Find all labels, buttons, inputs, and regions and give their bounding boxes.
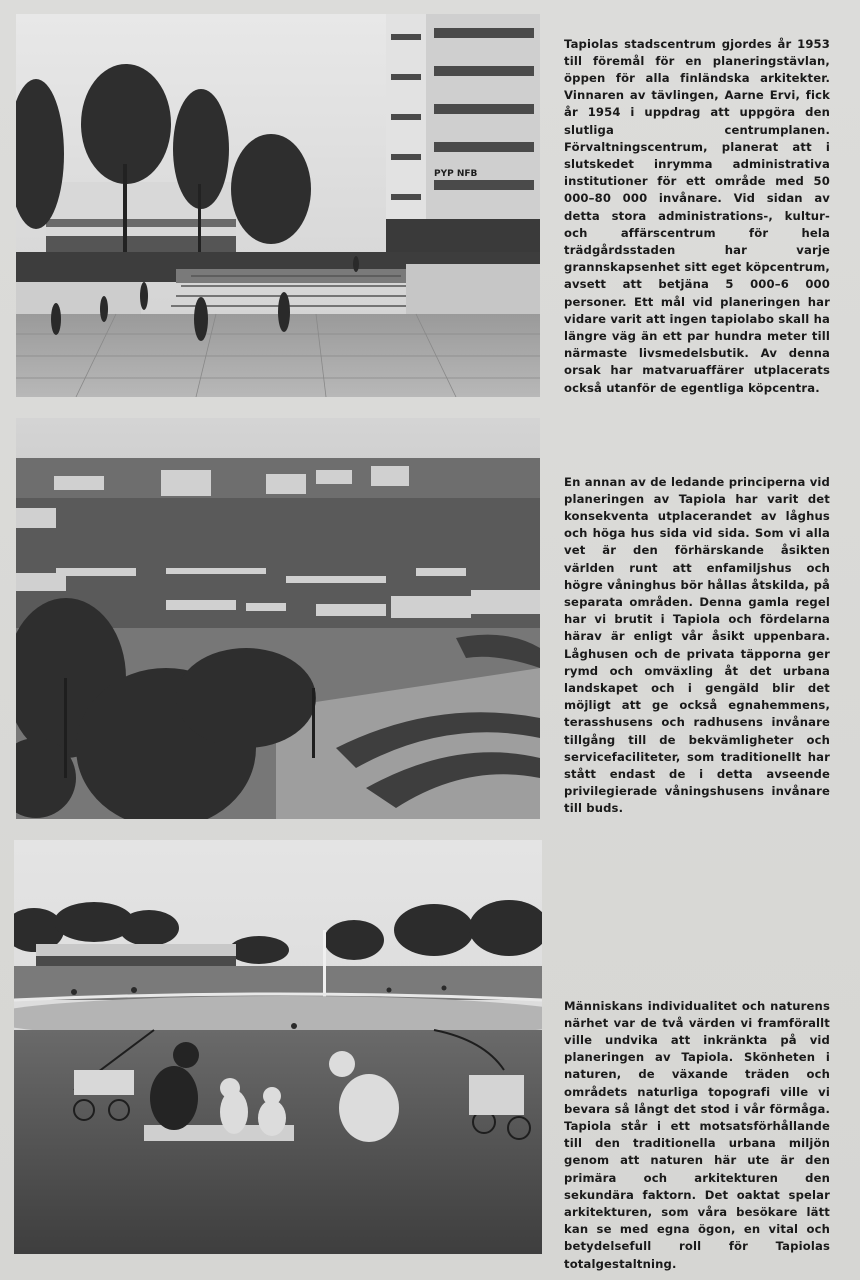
photo-plaza (16, 14, 540, 397)
aerial-photo-graphic (16, 418, 540, 819)
photo-aerial-view (16, 418, 540, 819)
paragraph-2: En annan av de ledande principerna vid planeringen av Tapiola har varit det konsekventa utplacerandet av låghus och höga hus sida vid sida. Som vi alla vet är den förhärskande åsikten världen runt att enfamiljshus och högre våninghus bör hållas åtskilda, på separata områden. Denna gamla regel har vi brutit i Tapiola och fördelarna härav är enligt vår åsikt uppenbara. Låghusen och de privata täpporna ger rymd och omväxling åt det urbana landskapet och i gengäld blir det möjligt att ge också egnahemmens, terasshusens och radhusens invånare tillgång till de bekvämligheter och servicefaciliteter, som traditionellt har stått endast de i detta avseende privilegierade våningshusens invånare till buds. (564, 474, 830, 816)
tower-sign: PYP NFB (434, 169, 478, 179)
paragraph-3: Människans individualitet och naturens närhet var de två värden vi framförallt ville undvika att inkränkta på vid planeringen av Tapiola. Skönheten i naturen, de växande träden och områdets naturliga topografi ville vi bevara så långt det stod i vår förmåga. Tapiola står i ett motsatsförhållande till den traditionella urbana miljön genom att naturen här ute är den primära och arkitekturen den sekundära faktorn. Det oaktat spelar arkitekturen, som våra besökare lätt kan se med egna ögon, en vital och betydelsefull roll för Tapiolas totalgestaltning. (564, 998, 830, 1271)
photo-pond-lawn (14, 840, 542, 1254)
plaza-photo-graphic (16, 14, 540, 397)
pond-photo-graphic (14, 840, 542, 1254)
paragraph-1: Tapiolas stadscentrum gjordes år 1953 till föremål för en planeringstävlan, öppen för alla finländska arkitekter. Vinnaren av tävlingen, Aarne Ervi, fick år 1954 i uppdrag att uppgöra den slutliga centrumplanen. Förvaltningscentrum, planerat att i slutskedet inrymma administrativa institutioner för ett område med 50 000–80 000 invånare. Vid sidan av detta stora administrations-, kultur- och affärscentrum för hela trädgårdsstaden har varje grannskapsenhet sitt eget köpcentrum, avsett att betjäna 5 000–6 000 personer. Ett mål vid planeringen har vidare varit att ingen tapiolabo skall ha längre väg än ett par hundra meter till närmaste livsmedelsbutik. Av denna orsak har matvaruaffärer utplacerats också utanför de egentliga köpcentra. (564, 36, 830, 395)
